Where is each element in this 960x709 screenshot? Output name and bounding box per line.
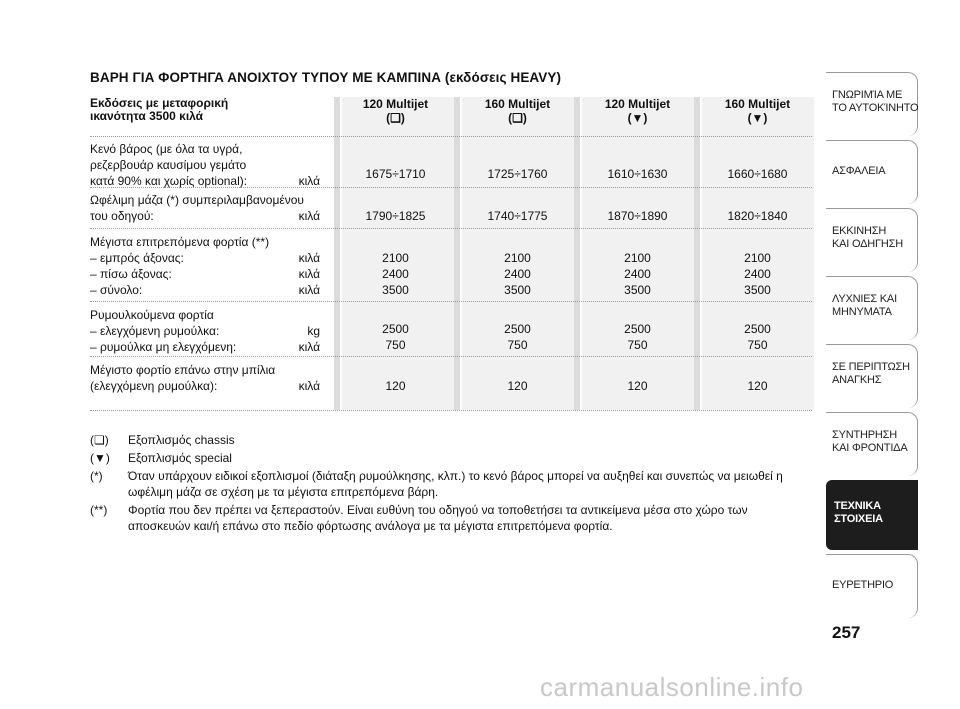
footnote-marker: (*) — [90, 469, 103, 483]
column-header-4 — [705, 97, 810, 125]
row-unit: κιλά — [298, 379, 320, 393]
footnote-chassis — [90, 432, 810, 448]
column-symbol: (▼) — [747, 111, 768, 125]
row-unit: κιλά — [298, 174, 320, 188]
table-cell: 1820÷1840 — [727, 209, 788, 223]
column-name: 160 Multijet — [724, 97, 791, 111]
table-cell: 1740÷1775 — [487, 209, 548, 223]
row-label-payload: Ωφέλιμη μάζα (*) συμπεριλαμβανομένου του οδηγού: — [90, 193, 304, 223]
row-divider — [90, 410, 812, 411]
row-divider — [90, 228, 812, 229]
footnote-text: Φορτία που δεν πρέπει να ξεπεραστούν. Είναι ευθύνη του οδηγού να τοποθετήσει τα αντικείμενα μέσα στο χώρο των αποσκευών και/ή επάνω στο πεδίο φόρτωσης ανάλογα με τα μέγιστα επιτρεπόμενα φορτία. — [128, 503, 748, 533]
row-divider — [90, 301, 812, 302]
row-label-max-loads: Μέγιστα επιτρεπόμενα φορτία (**) – εμπρός άξονας: – πίσω άξονας: – σύνολο: — [90, 235, 270, 297]
footnote-payload — [90, 468, 810, 500]
column-symbol: (▼) — [627, 111, 648, 125]
watermark: carmanualsonline.info — [540, 672, 804, 702]
column-symbol: (❏) — [508, 111, 527, 125]
column-header-3 — [585, 97, 690, 125]
column-name: 160 Multijet — [484, 97, 551, 111]
table-cell: 1675÷1710 — [365, 167, 426, 181]
row-unit: kg κιλά — [298, 324, 320, 354]
footnote-max-loads — [90, 502, 810, 534]
table-cell: 2500 750 — [744, 322, 771, 352]
chapter-tab-safety[interactable]: ΑΣΦΑΛΕΙΑ — [826, 140, 918, 204]
row-label-towed-loads: Ρυμουλκούμενα φορτία – ελεγχόμενη ρυμούλκα: – ρυμούλκα μη ελεγχόμενη: — [90, 308, 237, 354]
chapter-tab-technical-data[interactable]: ΤΕΧΝΙΚΑ ΣΤΟΙΧΕΙΑ — [826, 480, 918, 550]
column-name: 120 Multijet — [604, 97, 671, 111]
footnotes — [90, 432, 810, 536]
table-cell: 1725÷1760 — [487, 167, 548, 181]
column-name: 120 Multijet — [362, 97, 429, 111]
table-cell: 1870÷1890 — [607, 209, 668, 223]
table-cell: 120 — [507, 379, 528, 393]
header-label-line-1: Εκδόσεις με μεταφορική — [90, 96, 229, 110]
page-title: ΒΑΡΗ ΓΙΑ ΦΟΡΤΗΓΑ ΑΝΟΙΧΤΟΥ ΤΥΠΟΥ ΜΕ ΚΑΜΠΙΝΑ (εκδόσεις HEAVY) — [90, 70, 562, 85]
table-cell: 120 — [385, 379, 406, 393]
row-label-empty-weight: Κενό βάρος (με όλα τα υγρά, ρεζερβουάρ καυσίμου γεμάτο κατά 90% και χωρίς optional): — [90, 142, 248, 188]
footnote-text: Όταν υπάρχουν ειδικοί εξοπλισμοί (διάταξη ρυμούλκησης, κλπ.) το κενό βάρος μπορεί να αυξηθεί και συνεπώς να μειωθεί η ωφέλιμη μάζα σε σχέση με τα μέγιστα επιτρεπόμενα βάρη. — [128, 469, 783, 499]
footnote-marker: (❏) — [90, 433, 109, 447]
row-divider — [90, 356, 812, 357]
chapter-tab-lights-messages[interactable]: ΛΥΧΝΙΕΣ ΚΑΙ ΜΗΝΥΜΑΤΑ — [826, 276, 918, 340]
table-cell: 2100 2400 3500 — [504, 251, 531, 297]
footnote-special — [90, 450, 810, 466]
column-header-2 — [465, 97, 570, 125]
footnote-text: Εξοπλισμός chassis — [128, 433, 235, 447]
chapter-tab-emergency[interactable]: ΣΕ ΠΕΡΙΠΤΩΣΗ ΑΝΑΓΚΗΣ — [826, 344, 918, 408]
column-separator — [334, 97, 340, 410]
column-symbol: (❏) — [386, 111, 405, 125]
table-cell: 2500 750 — [624, 322, 651, 352]
row-unit: κιλά — [298, 209, 320, 223]
table-cell: 1610÷1630 — [607, 167, 668, 181]
footnote-text: Εξοπλισμός special — [128, 451, 232, 465]
table-header-label — [90, 97, 228, 123]
row-divider — [90, 136, 812, 137]
table-cell: 2500 750 — [382, 322, 409, 352]
table-cell: 120 — [747, 379, 768, 393]
footnote-marker: (**) — [90, 503, 108, 517]
chapter-tab-index[interactable]: ΕΥΡΕΤΗΡΙΟ — [826, 554, 918, 618]
table-cell: 120 — [627, 379, 648, 393]
chapter-tab-maintenance[interactable]: ΣΥΝΤΗΡΗΣΗ ΚΑΙ ΦΡΟΝΤΙΔΑ — [826, 412, 918, 476]
header-label-line-2: ικανότητα 3500 κιλά — [90, 109, 204, 123]
row-unit: κιλά κιλά κιλά — [298, 251, 320, 297]
table-cell: 2500 750 — [504, 322, 531, 352]
column-separator — [454, 97, 460, 410]
footnote-marker: (▼) — [90, 451, 110, 465]
page-number: 257 — [832, 623, 861, 642]
column-separator — [694, 97, 700, 410]
row-label-ball-load: Μέγιστο φορτίο επάνω στην μπίλια (ελεγχόμενη ρυμούλκα): — [90, 363, 276, 393]
table-cell: 2100 2400 3500 — [744, 251, 771, 297]
table-cell: 2100 2400 3500 — [382, 251, 409, 297]
table-cell: 2100 2400 3500 — [624, 251, 651, 297]
chapter-tab-getting-to-know[interactable]: ΓΝΩΡΙΜΊΑ ΜΕ ΤΟ ΑΥΤΟΚΊΝΗΤΟ — [826, 72, 918, 136]
chapter-tab-starting-driving[interactable]: ΕΚΚΙΝΗΣΗ ΚΑΙ ΟΔΗΓΗΣΗ — [826, 208, 918, 272]
column-header-1 — [343, 97, 448, 125]
column-separator — [574, 97, 580, 410]
table-cell: 1790÷1825 — [365, 209, 426, 223]
table-cell: 1660÷1680 — [727, 167, 788, 181]
